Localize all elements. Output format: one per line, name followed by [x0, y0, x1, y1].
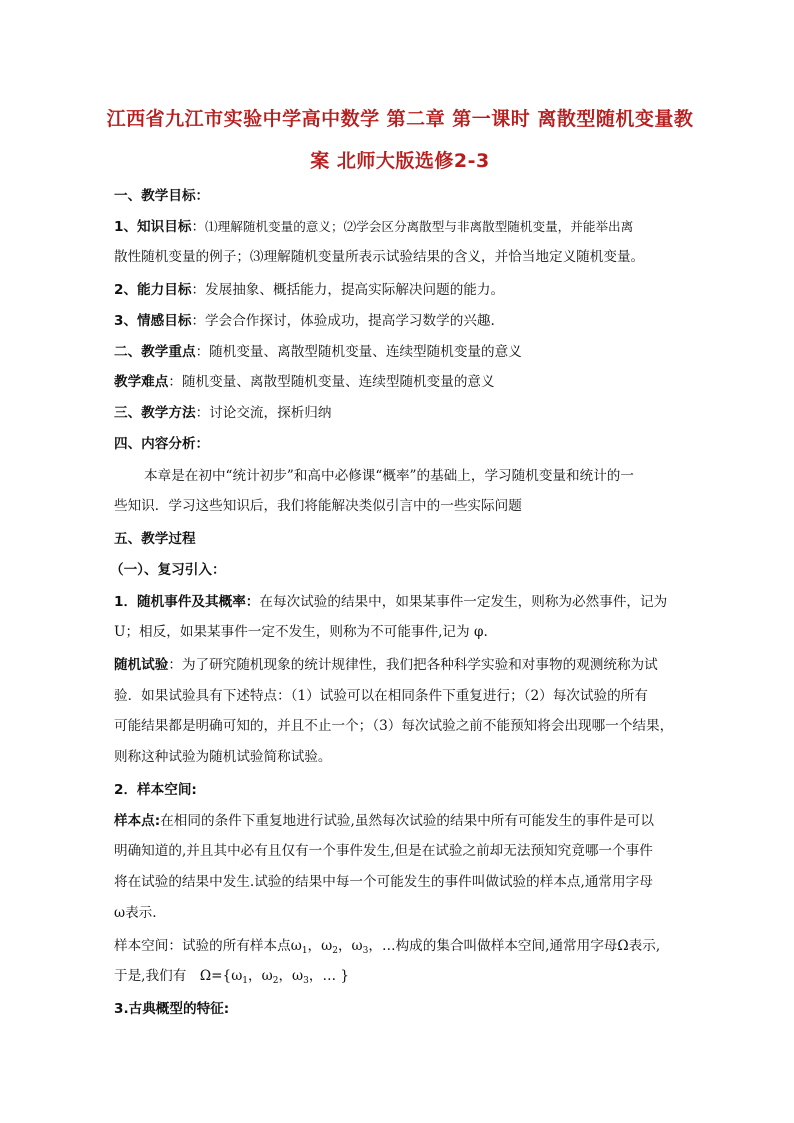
- analysis-line1: 本章是在初中“统计初步”和高中必修课“概率”的基础上，学习随机变量和统计的一: [144, 468, 634, 484]
- random-event-line2: U；相反，如果某事件一定不发生，则称为不可能事件,记为 φ.: [114, 624, 488, 640]
- goal-knowledge-text1: ⑴理解随机变量的意义；⑵学会区分离散型与非离散型随机变量，并能举出离: [205, 219, 634, 234]
- goal-knowledge-colon: ：: [191, 219, 206, 235]
- ss2-text-b: ，ω: [248, 968, 273, 984]
- analysis-line2: 些知识．学习这些知识后，我们将能解决类似引言中的一些实际问题: [114, 498, 522, 514]
- ss-text-b: ，ω: [307, 938, 333, 954]
- teaching-methods: [114, 403, 332, 423]
- section-heading-objectives: 一、教学目标：: [114, 188, 210, 204]
- classical-model-heading: 3.古典概型的特征:: [114, 1001, 230, 1017]
- random-event-label: 1．随机事件及其概率：: [114, 594, 260, 610]
- sample-space-def-line2: [114, 966, 349, 991]
- ss2-sub-1: 1: [242, 976, 249, 986]
- sample-point-line3: 将在试验的结果中发生.试验的结果中每一个可能发生的事件叫做试验的样本点,通常用字母: [114, 874, 653, 890]
- random-trial-line2: 验．如果试验具有下述特点：（1）试验可以在相同条件下重复进行；（2）每次试验的所有: [114, 688, 648, 704]
- random-trial-label: 随机试验: [114, 657, 169, 673]
- random-trial-line1: [114, 655, 658, 675]
- sample-point-text1: 在相同的条件下重复地进行试验,虽然每次试验的结果中所有可能发生的事件是可以: [160, 813, 654, 829]
- goal-emotion-label: 3、情感目标: [114, 313, 192, 329]
- goal-emotion: [114, 311, 495, 331]
- section-heading-analysis: 四、内容分析：: [114, 436, 210, 452]
- goal-ability-label: 2、能力目标: [114, 282, 192, 298]
- sample-point-line1: [114, 811, 654, 831]
- doc-title-line2: 案 北师大版选修2-3: [310, 150, 490, 172]
- ss-text-a: 样本空间：试验的所有样本点ω: [114, 938, 302, 954]
- sample-point-line2: 明确知道的,并且其中必有且仅有一个事件发生,但是在试验之前却无法预知究竟哪一个事件: [114, 843, 653, 859]
- key-points-label: 二、教学重点: [114, 344, 196, 360]
- goal-knowledge-line2: 散性随机变量的例子；⑶理解随机变量所表示试验结果的含义，并恰当地定义随机变量。: [114, 249, 645, 265]
- difficulties-label: 教学难点: [114, 374, 169, 390]
- teaching-key-points: [114, 342, 522, 362]
- ss2-text-d: ，… }: [308, 968, 350, 984]
- ss-sub-3: 3: [362, 946, 369, 956]
- goal-knowledge-label: 1、知识目标: [114, 219, 192, 235]
- sample-space-heading: 2．样本空间:: [114, 782, 197, 798]
- random-trial-text1: ：为了研究随机现象的统计规律性，我们把各种科学实验和对事物的观测统称为试: [168, 657, 658, 673]
- goal-knowledge-line1: [114, 217, 633, 237]
- teaching-difficulties: [114, 372, 495, 392]
- ss2-sub-3: 3: [303, 976, 309, 986]
- ss-text-d: ，…构成的集合叫做样本空间,通常用字母Ω表示,: [368, 938, 661, 954]
- ss2-text-a: 于是,我们有 Ω={ω: [114, 968, 243, 984]
- random-trial-line3: 可能结果都是明确可知的，并且不止一个；（3）每次试验之前不能预知将会出现哪一个结果，: [114, 718, 674, 734]
- ss-text-c: ，ω: [337, 938, 363, 954]
- section-heading-process: 五、教学过程: [114, 531, 196, 547]
- ss-sub-2: 2: [332, 946, 338, 956]
- methods-label: 三、教学方法: [114, 405, 196, 421]
- ss2-text-c: ，ω: [278, 968, 304, 984]
- key-points-text: ：随机变量、离散型随机变量、连续型随机变量的意义: [195, 344, 522, 360]
- sample-point-label: 样本点:: [114, 813, 161, 829]
- goal-ability: [114, 280, 504, 300]
- difficulties-text: ：随机变量、离散型随机变量、连续型随机变量的意义: [168, 374, 495, 390]
- random-event-text1: 在每次试验的结果中，如果某事件一定发生，则称为必然事件，记为: [259, 594, 668, 610]
- random-trial-line4: 则称这种试验为随机试验简称试验。: [114, 749, 332, 765]
- ss2-sub-2: 2: [272, 976, 279, 986]
- goal-emotion-text: ：学会合作探讨，体验成功，提高学习数学的兴趣.: [191, 313, 495, 329]
- sample-space-def-line1: [114, 936, 660, 961]
- doc-title-line1: 江西省九江市实验中学高中数学 第二章 第一课时 离散型随机变量教: [106, 108, 694, 130]
- sample-point-line4: ω表示.: [114, 905, 157, 921]
- ss-sub-1: 1: [301, 946, 308, 956]
- methods-text: ：讨论交流，探析归纳: [195, 405, 332, 421]
- goal-ability-text: ：发展抽象、概括能力，提高实际解决问题的能力。: [191, 282, 505, 298]
- subsection-review-intro: （一）、复习引入：: [110, 562, 226, 578]
- random-event-line1: [114, 592, 667, 612]
